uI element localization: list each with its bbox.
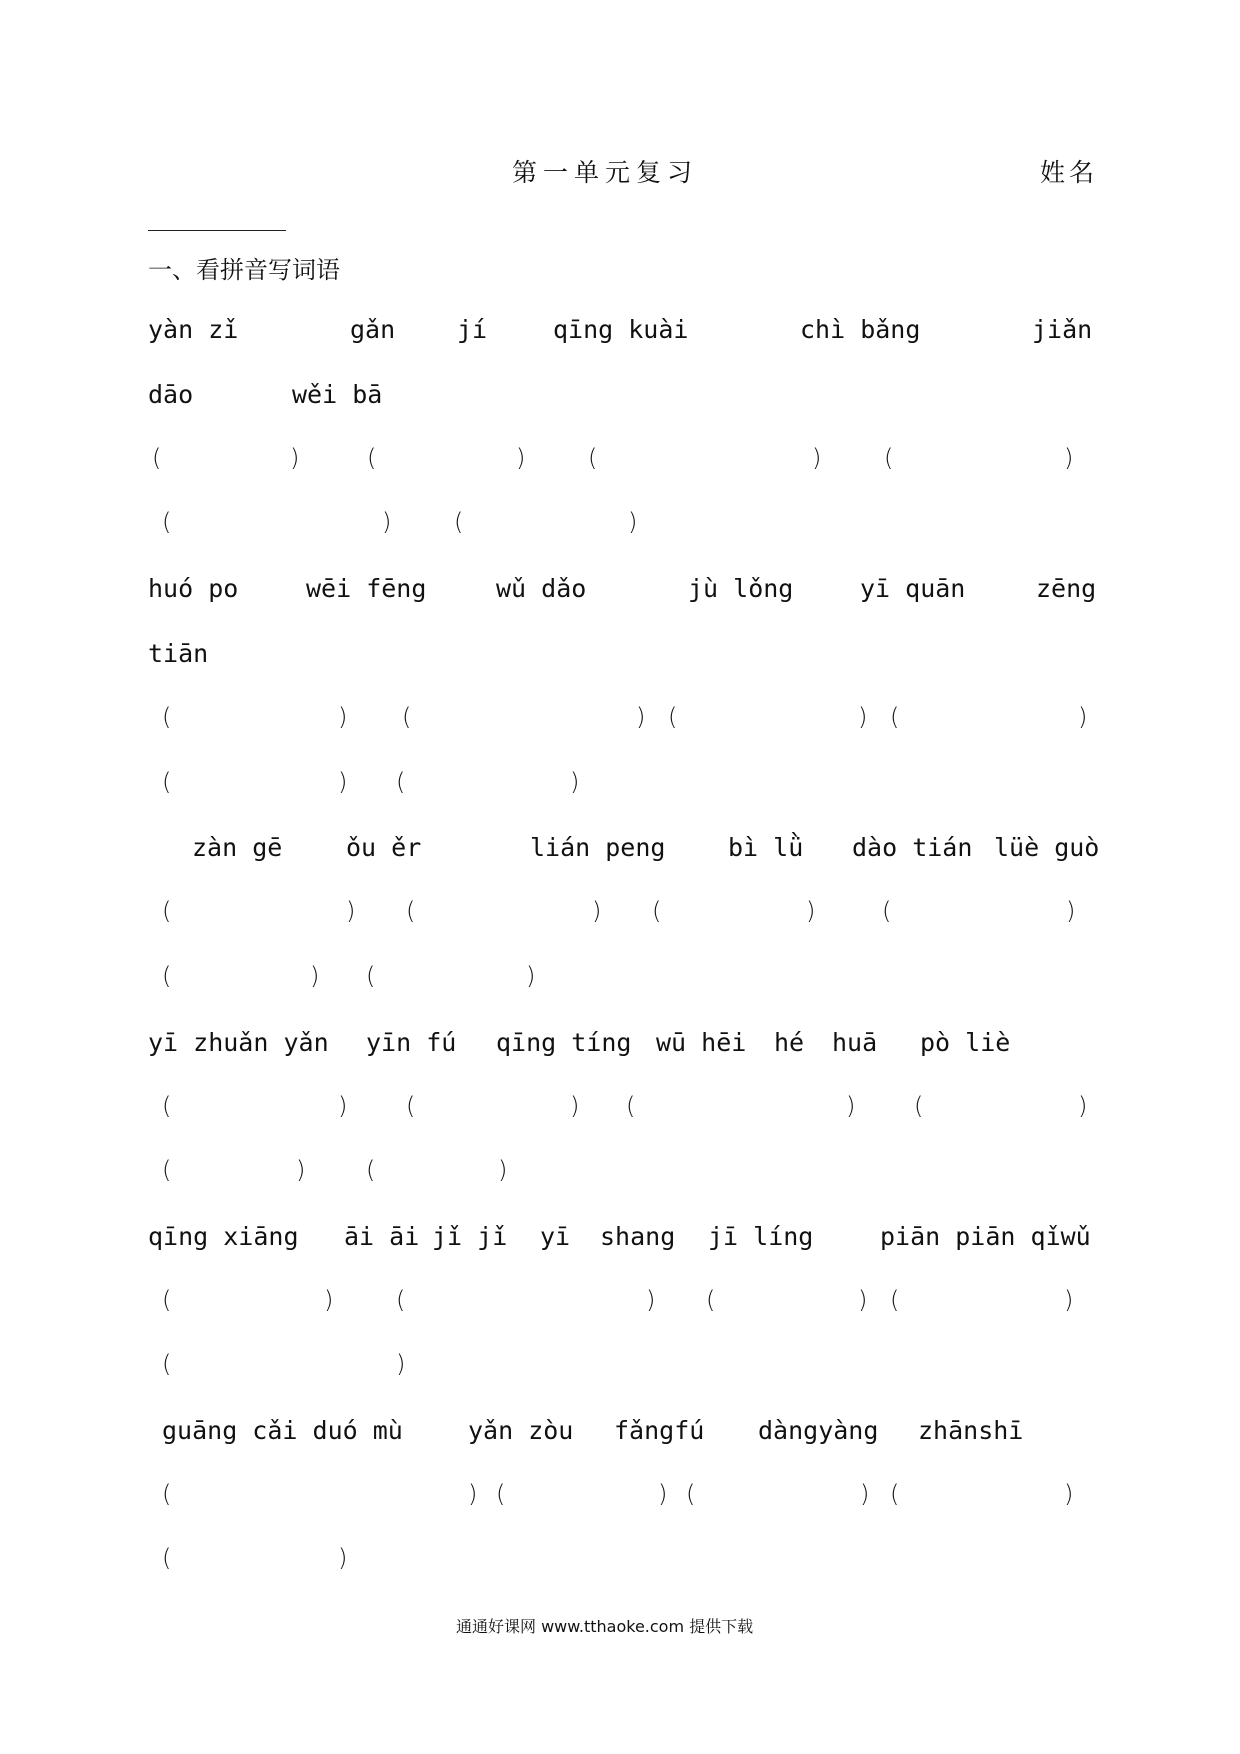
answer-open-paren: ( — [366, 962, 376, 990]
answer-close-paren: ) — [338, 703, 348, 731]
answer-open-paren: ( — [162, 1480, 172, 1508]
section-heading: 一、看拼音写词语 — [148, 256, 340, 284]
pinyin-word: qīng xiāng — [148, 1222, 299, 1251]
answer-close-paren: ) — [382, 508, 392, 536]
pinyin-word: wēi fēng — [306, 574, 427, 603]
pinyin-word: huó po — [148, 574, 239, 603]
pinyin-word: pò liè — [920, 1028, 1011, 1057]
answer-close-paren: ) — [290, 444, 300, 472]
pinyin-word: huā — [832, 1028, 878, 1057]
pinyin-word: dāo — [148, 380, 194, 409]
pinyin-word: bì lǜ — [728, 833, 804, 862]
pinyin-word: yī zhuǎn yǎn — [148, 1028, 329, 1057]
answer-open-paren: ( — [162, 703, 172, 731]
pinyin-word: zēng — [1036, 574, 1097, 603]
answer-close-paren: ) — [468, 1480, 478, 1508]
pinyin-word: chì bǎng — [800, 315, 921, 344]
pinyin-word: jí — [457, 315, 488, 344]
pinyin-word: jǐ jǐ — [432, 1222, 508, 1251]
pinyin-word: guāng cǎi duó mù — [162, 1416, 403, 1445]
page-title: 第一单元复习 — [512, 158, 699, 187]
answer-close-paren: ) — [338, 1544, 348, 1572]
answer-open-paren: ( — [162, 1286, 172, 1314]
answer-open-paren: ( — [626, 1092, 636, 1120]
pinyin-word: fǎngfú — [614, 1416, 705, 1445]
answer-close-paren: ) — [858, 1286, 868, 1314]
answer-open-paren: ( — [396, 1286, 406, 1314]
pinyin-word: wěi bā — [292, 380, 383, 409]
pinyin-word: wū hēi — [656, 1028, 747, 1057]
answer-close-paren: ) — [526, 962, 536, 990]
answer-open-paren: ( — [162, 508, 172, 536]
pinyin-word: yàn zǐ — [148, 315, 239, 344]
answer-open-paren: ( — [652, 897, 662, 925]
answer-close-paren: ) — [858, 703, 868, 731]
answer-open-paren: ( — [162, 897, 172, 925]
pinyin-word: lüè guò — [994, 833, 1100, 862]
answer-open-paren: ( — [152, 444, 162, 472]
answer-open-paren: ( — [162, 1156, 172, 1184]
answer-close-paren: ) — [498, 1156, 508, 1184]
pinyin-word: tiān — [148, 639, 209, 668]
answer-open-paren: ( — [162, 1350, 172, 1378]
answer-open-paren: ( — [882, 897, 892, 925]
answer-open-paren: ( — [706, 1286, 716, 1314]
pinyin-word: wǔ dǎo — [496, 574, 587, 603]
answer-open-paren: ( — [367, 444, 377, 472]
answer-close-paren: ) — [570, 1092, 580, 1120]
answer-close-paren: ) — [346, 897, 356, 925]
pinyin-word: shang — [600, 1222, 676, 1251]
answer-close-paren: ) — [516, 444, 526, 472]
answer-open-paren: ( — [890, 1480, 900, 1508]
answer-close-paren: ) — [592, 897, 602, 925]
name-label: 姓名 — [1040, 158, 1099, 187]
pinyin-word: piān piān qǐwǔ — [880, 1222, 1091, 1251]
answer-open-paren: ( — [162, 1544, 172, 1572]
answer-open-paren: ( — [588, 444, 598, 472]
answer-open-paren: ( — [668, 703, 678, 731]
answer-close-paren: ) — [338, 1092, 348, 1120]
pinyin-word: jī líng — [708, 1222, 814, 1251]
answer-open-paren: ( — [890, 1286, 900, 1314]
pinyin-word: yǎn zòu — [468, 1416, 574, 1445]
answer-open-paren: ( — [890, 703, 900, 731]
pinyin-word: hé — [774, 1028, 805, 1057]
answer-open-paren: ( — [406, 897, 416, 925]
answer-open-paren: ( — [884, 444, 894, 472]
answer-close-paren: ) — [310, 962, 320, 990]
pinyin-word: zàn gē — [192, 833, 283, 862]
answer-open-paren: ( — [454, 508, 464, 536]
pinyin-word: lián peng — [530, 833, 666, 862]
answer-close-paren: ) — [1078, 703, 1088, 731]
answer-close-paren: ) — [396, 1350, 406, 1378]
pinyin-word: dào tián — [852, 833, 973, 862]
answer-open-paren: ( — [686, 1480, 696, 1508]
answer-close-paren: ) — [1064, 444, 1074, 472]
answer-close-paren: ) — [1064, 1480, 1074, 1508]
answer-open-paren: ( — [406, 1092, 416, 1120]
answer-close-paren: ) — [628, 508, 638, 536]
answer-open-paren: ( — [396, 768, 406, 796]
answer-open-paren: ( — [162, 1092, 172, 1120]
answer-close-paren: ) — [636, 703, 646, 731]
pinyin-word: dàngyàng — [758, 1416, 879, 1445]
pinyin-word: qīng kuài — [553, 315, 689, 344]
answer-close-paren: ) — [812, 444, 822, 472]
pinyin-word: jiǎn — [1032, 315, 1093, 344]
answer-open-paren: ( — [162, 768, 172, 796]
answer-close-paren: ) — [846, 1092, 856, 1120]
footer-text: 通通好课网 www.tthaoke.com 提供下载 — [456, 1617, 754, 1636]
answer-close-paren: ) — [658, 1480, 668, 1508]
pinyin-word: āi āi — [344, 1222, 420, 1251]
name-blank — [148, 222, 153, 223]
pinyin-word: yī — [540, 1222, 571, 1251]
answer-close-paren: ) — [1078, 1092, 1088, 1120]
name-blank-line — [148, 230, 286, 231]
answer-close-paren: ) — [806, 897, 816, 925]
answer-close-paren: ) — [570, 768, 580, 796]
answer-open-paren: ( — [914, 1092, 924, 1120]
pinyin-word: ǒu ěr — [346, 833, 422, 862]
pinyin-word: zhānshī — [918, 1416, 1024, 1445]
pinyin-word: jù lǒng — [688, 574, 794, 603]
answer-close-paren: ) — [646, 1286, 656, 1314]
answer-close-paren: ) — [1064, 1286, 1074, 1314]
answer-open-paren: ( — [162, 962, 172, 990]
answer-close-paren: ) — [324, 1286, 334, 1314]
answer-close-paren: ) — [296, 1156, 306, 1184]
answer-open-paren: ( — [402, 703, 412, 731]
pinyin-word: yī quān — [860, 574, 966, 603]
pinyin-word: qīng tíng — [496, 1028, 632, 1057]
answer-close-paren: ) — [1066, 897, 1076, 925]
pinyin-word: gǎn — [350, 315, 396, 344]
answer-open-paren: ( — [496, 1480, 506, 1508]
pinyin-word: yīn fú — [366, 1028, 457, 1057]
answer-close-paren: ) — [338, 768, 348, 796]
answer-close-paren: ) — [860, 1480, 870, 1508]
answer-open-paren: ( — [366, 1156, 376, 1184]
